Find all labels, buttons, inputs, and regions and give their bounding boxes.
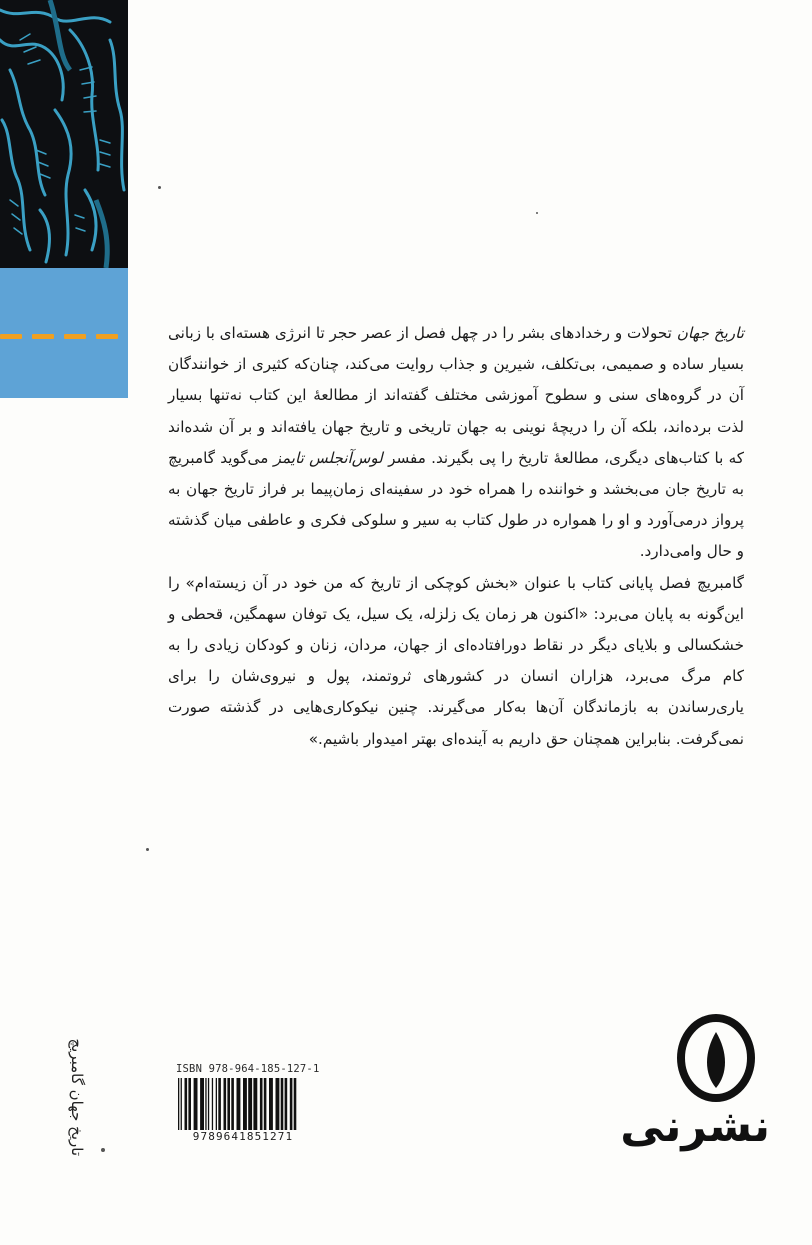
barcode-bar [294,1078,297,1130]
barcode-bar [281,1078,284,1130]
barcode-bar [178,1078,179,1130]
barcode-bar [290,1078,293,1130]
barcode-bar [185,1078,188,1130]
barcode-bar [216,1078,217,1130]
barcode-bar [269,1078,273,1130]
handwritten-title: تاریخ جهان گامبریچ [68,1038,86,1156]
barcode-bar [243,1078,247,1130]
speck [536,212,538,214]
barcode-bar [231,1078,234,1130]
speck [146,848,149,851]
barcode-bar [205,1078,206,1130]
speck [101,1148,105,1152]
barcode-bar [194,1078,198,1130]
barcode-bar [276,1078,280,1130]
publisher-name: نشرنی [620,1101,770,1152]
barcode-bar [248,1078,252,1130]
nashr-e-ney-logo-icon [674,1012,758,1104]
barcode-bar [285,1078,288,1130]
barcode-bar [208,1078,209,1130]
barcode-bar [237,1078,241,1130]
barcode-bar [212,1078,213,1130]
barcode-bar [200,1078,204,1130]
blurb-text: تحولات و رخدادهای بشر را در چهل فصل از عصر حجر تا انرژی هسته‌ای با زبانی بسیار ساده و صمیمی، بی‌تکلف، شیرین و جذاب روایت می‌کند، چنان‌که کثیری از خوانندگان آن در گروه‌های سنی و سطوح آموزشی مختلف گفته‌اند از مطالعهٔ این کتاب نه‌تنها بسیار لذت برده‌اند، بلکه آن را دریچهٔ نوینی به جهان تاریخی و تاریخ جهان یافته‌اند و بر آن شده‌اند که با کتاب‌های دیگری، مطالعهٔ تاریخ را پی بگیرند. مفسر [168,324,744,467]
book-title-italic: تاریخ جهان [676,324,745,342]
orange-dash [64,334,86,339]
blurb-paragraph-1 [168,318,744,568]
newspaper-name-italic: لوس‌آنجلس تایمز [273,448,383,467]
barcode-bar [218,1078,221,1130]
barcode-bar [264,1078,267,1130]
back-cover-blurb [168,318,744,755]
barcode-digits: 9789641851271 [192,1130,294,1143]
orange-dash [96,334,118,339]
barcode-bar [224,1078,227,1130]
cover-artwork [0,0,128,268]
orange-dash [32,334,54,339]
isbn-label: ISBN 978-964-185-127-1 [176,1063,320,1075]
blue-color-band [0,268,128,398]
orange-dash [0,334,22,339]
speck [158,186,161,189]
blurb-text: می‌گوید گامبریچ به تاریخ جان می‌بخشد و خواننده را همراه خود در سفینه‌ای زمان‌پیما بر فراز تاریخ جهان به پرواز درمی‌آورد و او را همواره در طول کتاب به سیر و سلوکی فکری و عاطفی میان گذشته و حال وامی‌دارد. [168,448,744,561]
barcode [176,1078,310,1130]
barcode-bar [188,1078,191,1130]
blurb-paragraph-2: گامبریچ فصل پایانی کتاب با عنوان «بخش کوچکی از تاریخ که من خود در آن زیسته‌ام» را این‌گونه به پایان می‌برد: «اکنون هر زمان یک زلزله، یک سیل، یک توفان سهمگین، قحطی و خشکسالی و بلایای دیگر در نقاط دورافتاده‌ای از جهان، مردان، زنان و کودکان زیادی را به کام مرگ می‌برد، هزاران انسان در کشورهای ثروتمند، پول و نیروی‌شان را برای یاری‌رساندن به بازماندگان آن‌ها به‌کار می‌گیرند. چنین نیکوکاری‌هایی در گذشته صورت نمی‌گرفت. بنابراین همچنان حق داریم به آینده‌ای بهتر امیدوار باشیم.» [168,573,744,748]
barcode-bar [181,1078,182,1130]
barcode-bar [260,1078,263,1130]
handwritten-note [40,1000,110,1160]
woodcut-illustration [0,0,128,268]
barcode-bar [227,1078,230,1130]
barcode-bar [253,1078,257,1130]
